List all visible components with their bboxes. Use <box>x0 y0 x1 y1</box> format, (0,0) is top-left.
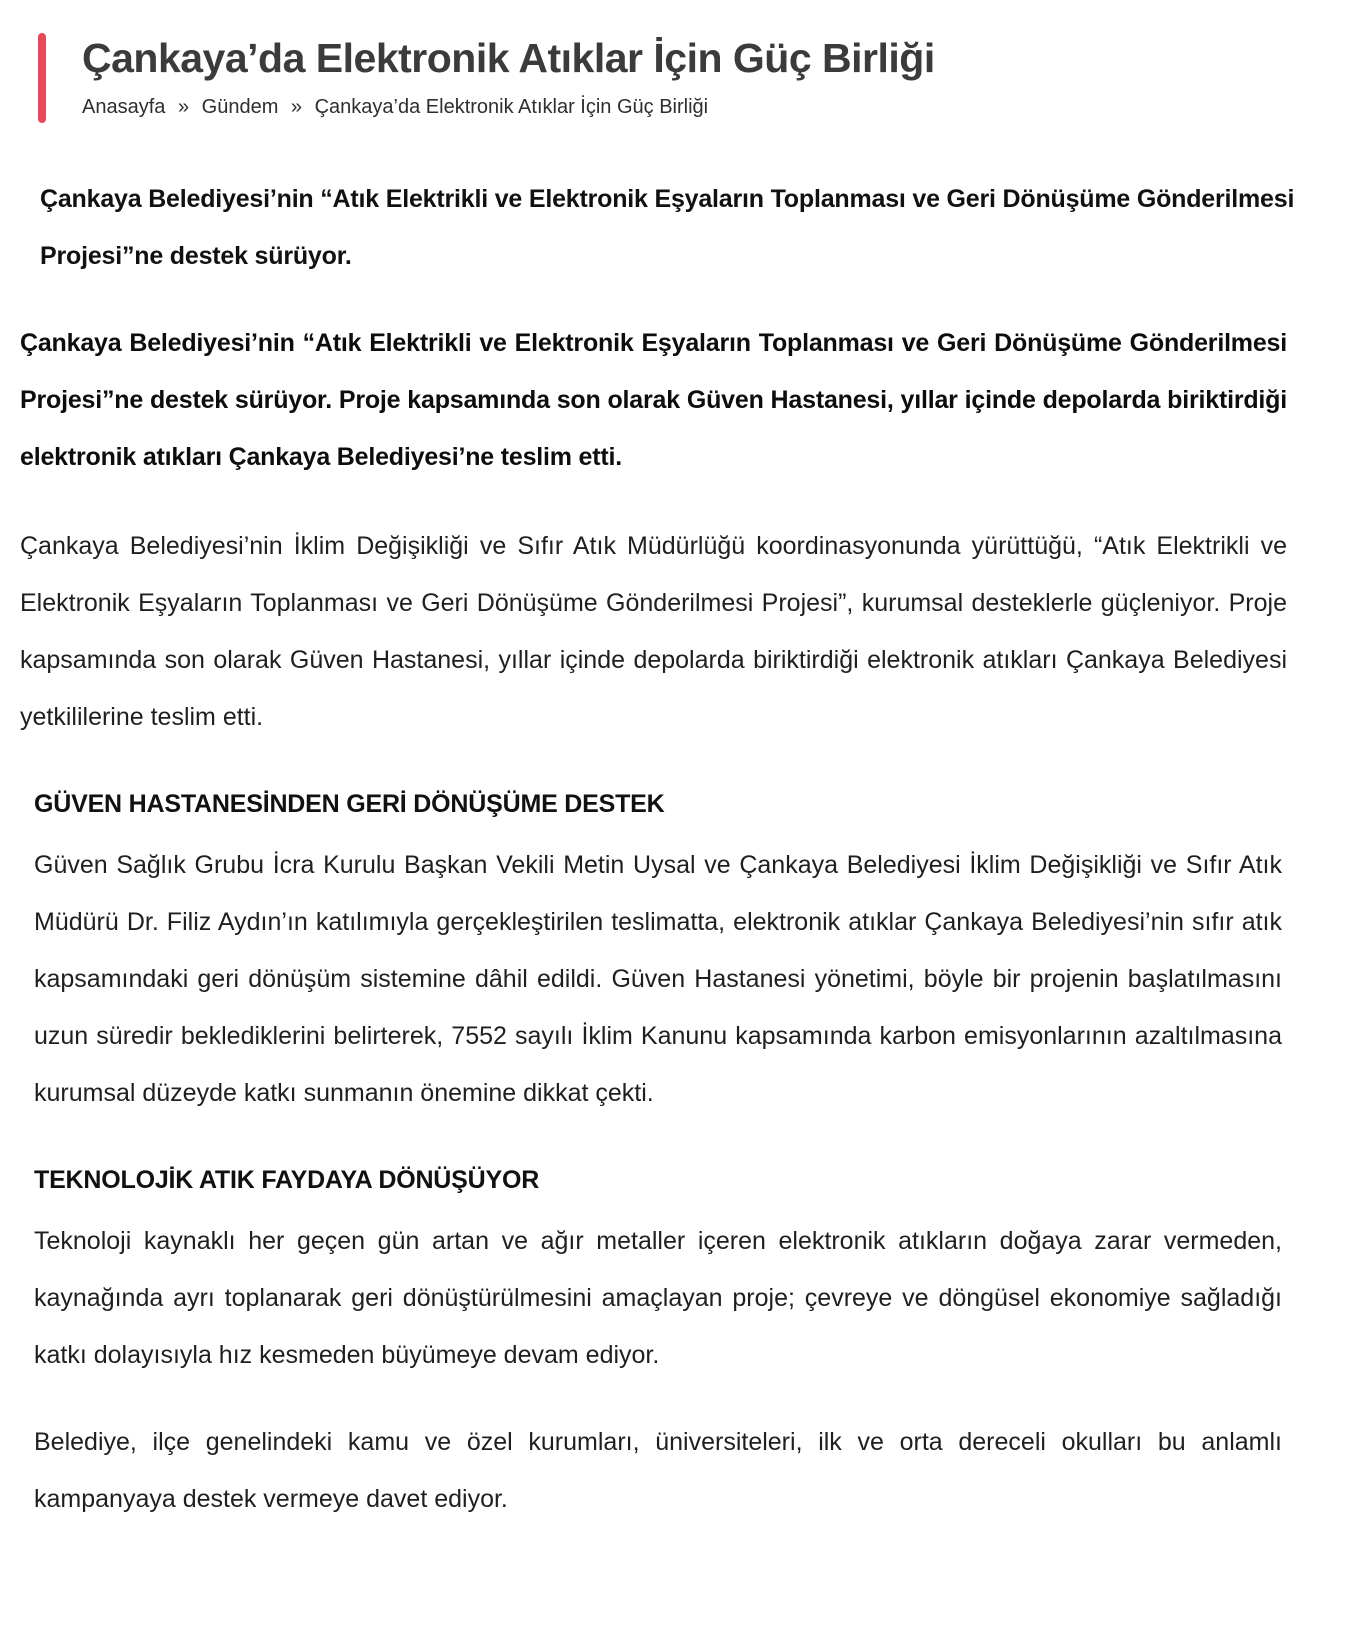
article-lead-paragraph: Çankaya Belediyesi’nin “Atık Elektrikli ve Elektronik Eşyaların Toplanması ve Geri Dönüşüme Gönderilmesi Projesi”ne destek sürüyor. <box>40 185 1295 271</box>
page-title: Çankaya’da Elektronik Atıklar İçin Güç Birliği <box>82 35 935 81</box>
breadcrumb-separator: » <box>290 96 303 119</box>
section-guven-hastanesi <box>20 790 1342 1122</box>
article-intro-paragraph: Çankaya Belediyesi’nin İklim Değişikliği ve Sıfır Atık Müdürlüğü koordinasyonunda yürüttüğü, “Atık Elektrikli ve Elektronik Eşyaların Toplanması ve Geri Dönüşüme Gönderilmesi Projesi”, kurumsal desteklerle güçleniyor. Proje kapsamında son olarak Güven Hastanesi, yıllar içinde depolarda biriktirdiği elektronik atıkları Çankaya Belediyesi yetkililerine teslim etti. <box>20 532 1287 732</box>
breadcrumb <box>82 96 935 119</box>
breadcrumb-link-gundem[interactable]: Gündem <box>201 96 279 119</box>
accent-bar <box>38 33 46 123</box>
section-teknolojik-atik <box>20 1166 1342 1528</box>
breadcrumb-current-page: Çankaya’da Elektronik Atıklar İçin Güç Birliği <box>314 96 709 119</box>
breadcrumb-separator: » <box>177 96 190 119</box>
article-header <box>38 33 1342 123</box>
article-summary-paragraph: Çankaya Belediyesi’nin “Atık Elektrikli ve Elektronik Eşyaların Toplanması ve Geri Dönüşüme Gönderilmesi Projesi”ne destek sürüyor. Proje kapsamında son olarak Güven Hastanesi, yıllar içinde depolarda biriktirdiği elektronik atıkları Çankaya Belediyesi’ne teslim etti. <box>20 329 1287 472</box>
article-body <box>20 171 1342 1528</box>
section-paragraph: Belediye, ilçe genelindeki kamu ve özel kurumları, üniversiteleri, ilk ve orta dereceli okulları bu anlamlı kampanyaya destek vermeye davet ediyor. <box>34 1428 1282 1514</box>
header-text <box>46 33 935 123</box>
breadcrumb-link-anasayfa[interactable]: Anasayfa <box>82 96 166 119</box>
section-paragraph: Güven Sağlık Grubu İcra Kurulu Başkan Vekili Metin Uysal ve Çankaya Belediyesi İklim Değişikliği ve Sıfır Atık Müdürü Dr. Filiz Aydın’ın katılımıyla gerçekleştirilen teslimatta, elektronik atıklar Çankaya Belediyesi’nin sıfır atık kapsamındaki geri dönüşüm sistemine dâhil edildi. Güven Hastanesi yönetimi, böyle bir projenin başlatılmasını uzun süredir beklediklerini belirterek, 7552 sayılı İklim Kanunu kapsamında karbon emisyonlarının azaltılmasına kurumsal düzeyde katkı sunmanın önemine dikkat çekti. <box>34 851 1282 1108</box>
section-heading-guven-hastanesi: GÜVEN HASTANESİNDEN GERİ DÖNÜŞÜME DESTEK <box>34 790 665 819</box>
section-heading-teknolojik-atik: TEKNOLOJİK ATIK FAYDAYA DÖNÜŞÜYOR <box>34 1166 540 1195</box>
section-paragraph: Teknoloji kaynaklı her geçen gün artan ve ağır metaller içeren elektronik atıkların doğaya zarar vermeden, kaynağında ayrı toplanarak geri dönüştürülmesini amaçlayan proje; çevreye ve döngüsel ekonomiye sağladığı katkı dolayısıyla hız kesmeden büyümeye devam ediyor. <box>34 1227 1282 1370</box>
